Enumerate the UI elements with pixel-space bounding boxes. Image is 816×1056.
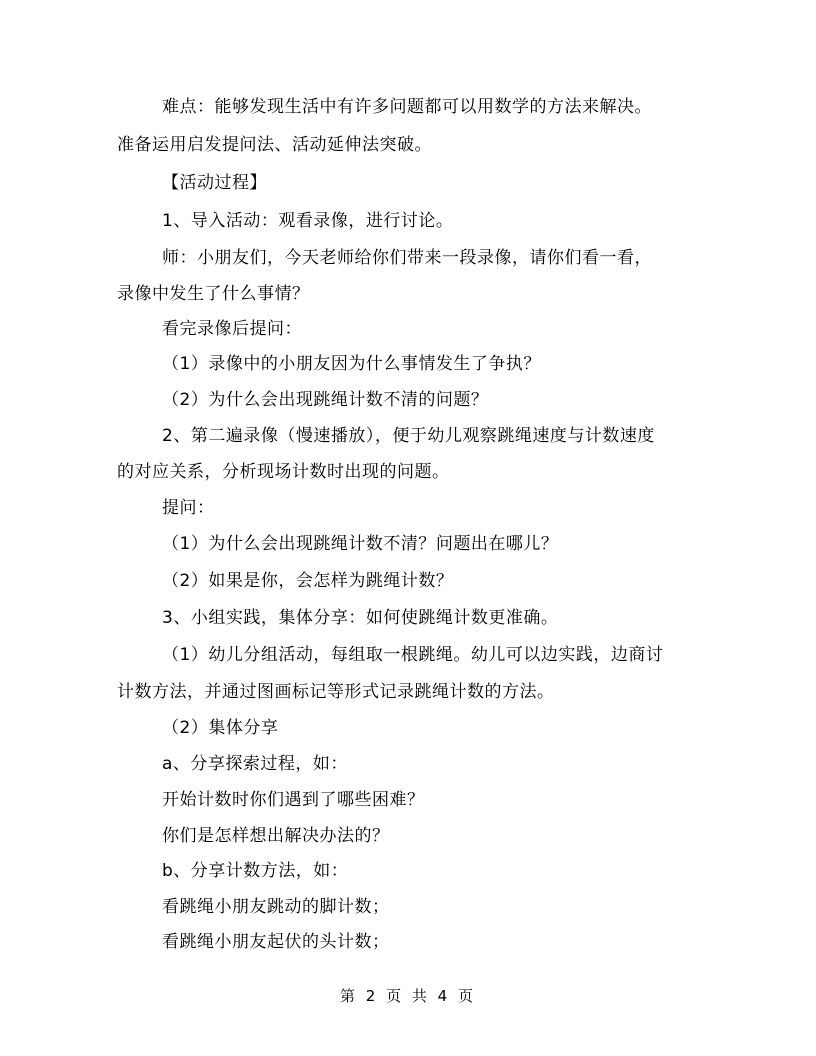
text-line: （1）幼儿分组活动，每组取一根跳绳。幼儿可以边实践，边商讨 (162, 645, 664, 665)
text-line: 师：小朋友们，今天老师给你们带来一段录像，请你们看一看， (162, 248, 652, 268)
text-line: 提问： (162, 498, 215, 518)
text-line: 计数方法，并通过图画标记等形式记录跳绳计数的方法。 (117, 682, 555, 702)
text-line: 2、第二遍录像（慢速播放），便于幼儿观察跳绳速度与计数速度 (162, 426, 655, 446)
text-line: （2）集体分享 (162, 718, 279, 738)
text-line: 的对应关系，分析现场计数时出现的问题。 (117, 462, 450, 482)
text-line: 看跳绳小朋友跳动的脚计数； (162, 897, 390, 917)
text-line: 看跳绳小朋友起伏的头计数； (162, 932, 390, 952)
section-heading: 【活动过程】 (162, 173, 267, 193)
text-line: （1）为什么会出现跳绳计数不清？问题出在哪儿？ (162, 534, 559, 554)
text-line: 准备运用启发提问法、活动延伸法突破。 (117, 135, 432, 155)
text-line: （1）录像中的小朋友因为什么事情发生了争执？ (162, 354, 541, 374)
page-number-footer: 第 2 页 共 4 页 (340, 987, 476, 1005)
text-line: 1、导入活动：观看录像，进行讨论。 (162, 211, 454, 231)
text-line: 录像中发生了什么事情？ (117, 284, 310, 304)
text-line: 难点：能够发现生活中有许多问题都可以用数学的方法来解决。 (162, 97, 652, 117)
text-line: （2）为什么会出现跳绳计数不清的问题？ (162, 390, 489, 410)
text-line: 你们是怎样想出解决办法的？ (162, 826, 390, 846)
text-line: （2）如果是你，会怎样为跳绳计数？ (162, 571, 454, 591)
text-line: 开始计数时你们遇到了哪些困难？ (162, 790, 425, 810)
text-line: b、分享计数方法，如： (162, 861, 349, 881)
text-line: a、分享探索过程，如： (162, 754, 348, 774)
text-line: 看完录像后提问： (162, 319, 302, 339)
text-line: 3、小组实践，集体分享：如何使跳绳计数更准确。 (162, 608, 559, 628)
